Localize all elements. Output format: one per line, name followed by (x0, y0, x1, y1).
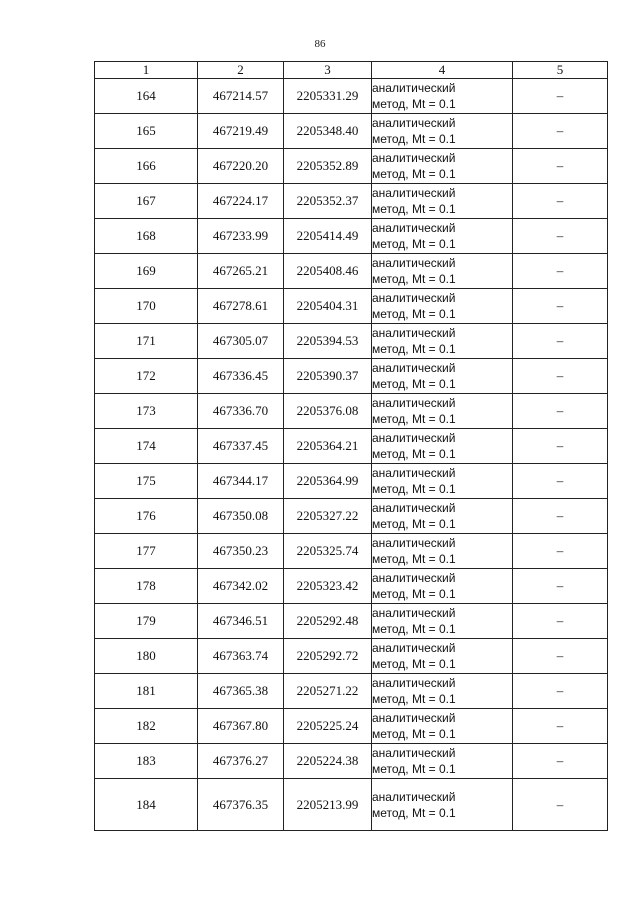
table-row (95, 604, 608, 639)
method-line-1: аналитический (372, 81, 456, 95)
method-line-1: аналитический (372, 606, 456, 620)
method-cell (372, 79, 513, 114)
method-line-2: метод, Mt = 0.1 (372, 587, 456, 601)
x-coordinate-cell: 467337.45 (198, 429, 284, 464)
method-line-1: аналитический (372, 326, 456, 340)
y-coordinate-cell: 2205323.42 (284, 569, 372, 604)
method-line-2: метод, Mt = 0.1 (372, 657, 456, 671)
y-coordinate-cell: 2205414.49 (284, 219, 372, 254)
point-number-cell: 165 (95, 114, 198, 149)
method-cell (372, 114, 513, 149)
column-header: 4 (372, 62, 513, 79)
method-line-1: аналитический (372, 789, 456, 804)
method-cell (372, 149, 513, 184)
point-number-cell: 176 (95, 499, 198, 534)
method-cell (372, 289, 513, 324)
note-cell: – (513, 149, 608, 184)
column-header: 3 (284, 62, 372, 79)
note-cell: – (513, 779, 608, 831)
point-number-cell: 167 (95, 184, 198, 219)
table-row (95, 289, 608, 324)
method-line-2: метод, Mt = 0.1 (372, 447, 456, 461)
table-row (95, 79, 608, 114)
method-line-2: метод, Mt = 0.1 (372, 762, 456, 776)
method-cell (372, 709, 513, 744)
table-body (95, 79, 608, 831)
y-coordinate-cell: 2205325.74 (284, 534, 372, 569)
note-cell: – (513, 674, 608, 709)
note-cell: – (513, 254, 608, 289)
note-cell: – (513, 569, 608, 604)
note-cell: – (513, 499, 608, 534)
method-line-1: аналитический (372, 396, 456, 410)
table-row (95, 674, 608, 709)
y-coordinate-cell: 2205292.72 (284, 639, 372, 674)
method-line-1: аналитический (372, 116, 456, 130)
y-coordinate-cell: 2205331.29 (284, 79, 372, 114)
x-coordinate-cell: 467265.21 (198, 254, 284, 289)
method-cell (372, 184, 513, 219)
point-number-cell: 177 (95, 534, 198, 569)
y-coordinate-cell: 2205364.99 (284, 464, 372, 499)
method-line-1: аналитический (372, 361, 456, 375)
method-line-1: аналитический (372, 221, 456, 235)
point-number-cell: 184 (95, 779, 198, 831)
note-cell: – (513, 709, 608, 744)
method-line-2: метод, Mt = 0.1 (372, 517, 456, 531)
method-line-2: метод, Mt = 0.1 (372, 202, 456, 216)
point-number-cell: 164 (95, 79, 198, 114)
method-cell (372, 534, 513, 569)
method-cell (372, 429, 513, 464)
method-line-1: аналитический (372, 746, 456, 760)
table-row (95, 324, 608, 359)
method-line-2: метод, Mt = 0.1 (372, 237, 456, 251)
method-cell (372, 394, 513, 429)
method-cell (372, 219, 513, 254)
note-cell: – (513, 324, 608, 359)
x-coordinate-cell: 467350.08 (198, 499, 284, 534)
x-coordinate-cell: 467346.51 (198, 604, 284, 639)
note-cell: – (513, 534, 608, 569)
method-line-2: метод, Mt = 0.1 (372, 272, 456, 286)
x-coordinate-cell: 467220.20 (198, 149, 284, 184)
method-line-1: аналитический (372, 291, 456, 305)
note-cell: – (513, 639, 608, 674)
method-line-2: метод, Mt = 0.1 (372, 412, 456, 426)
point-number-cell: 171 (95, 324, 198, 359)
x-coordinate-cell: 467219.49 (198, 114, 284, 149)
table-row (95, 709, 608, 744)
table-row (95, 744, 608, 779)
column-header: 5 (513, 62, 608, 79)
note-cell: – (513, 429, 608, 464)
method-line-2: метод, Mt = 0.1 (372, 342, 456, 356)
table-row (95, 219, 608, 254)
table-row (95, 254, 608, 289)
note-cell: – (513, 219, 608, 254)
x-coordinate-cell: 467367.80 (198, 709, 284, 744)
point-number-cell: 183 (95, 744, 198, 779)
method-line-1: аналитический (372, 536, 456, 550)
note-cell: – (513, 289, 608, 324)
page-number: 86 (314, 38, 326, 50)
note-cell: – (513, 184, 608, 219)
point-number-cell: 181 (95, 674, 198, 709)
method-line-2: метод, Mt = 0.1 (372, 622, 456, 636)
y-coordinate-cell: 2205408.46 (284, 254, 372, 289)
y-coordinate-cell: 2205352.37 (284, 184, 372, 219)
method-cell (372, 464, 513, 499)
column-header: 2 (198, 62, 284, 79)
method-line-2: метод, Mt = 0.1 (372, 132, 456, 146)
table-row (95, 359, 608, 394)
method-line-2: метод, Mt = 0.1 (372, 727, 456, 741)
x-coordinate-cell: 467214.57 (198, 79, 284, 114)
method-cell (372, 254, 513, 289)
y-coordinate-cell: 2205224.38 (284, 744, 372, 779)
method-line-2: метод, Mt = 0.1 (372, 307, 456, 321)
coordinates-table (94, 61, 608, 831)
note-cell: – (513, 394, 608, 429)
table-row (95, 779, 608, 831)
point-number-cell: 178 (95, 569, 198, 604)
method-line-2: метод, Mt = 0.1 (372, 97, 456, 111)
method-line-1: аналитический (372, 711, 456, 725)
x-coordinate-cell: 467278.61 (198, 289, 284, 324)
method-cell (372, 674, 513, 709)
x-coordinate-cell: 467233.99 (198, 219, 284, 254)
method-line-1: аналитический (372, 641, 456, 655)
x-coordinate-cell: 467363.74 (198, 639, 284, 674)
x-coordinate-cell: 467365.38 (198, 674, 284, 709)
x-coordinate-cell: 467336.70 (198, 394, 284, 429)
table-row (95, 569, 608, 604)
y-coordinate-cell: 2205213.99 (284, 779, 372, 831)
table-row (95, 499, 608, 534)
note-cell: – (513, 464, 608, 499)
method-cell (372, 499, 513, 534)
method-line-2: метод, Mt = 0.1 (372, 377, 456, 391)
point-number-cell: 179 (95, 604, 198, 639)
method-cell (372, 324, 513, 359)
point-number-cell: 182 (95, 709, 198, 744)
method-line-2: метод, Mt = 0.1 (372, 552, 456, 566)
method-line-2: метод, Mt = 0.1 (372, 805, 456, 820)
point-number-cell: 168 (95, 219, 198, 254)
method-line-1: аналитический (372, 431, 456, 445)
table-row (95, 149, 608, 184)
method-line-1: аналитический (372, 501, 456, 515)
method-line-1: аналитический (372, 186, 456, 200)
y-coordinate-cell: 2205225.24 (284, 709, 372, 744)
method-cell (372, 779, 513, 831)
x-coordinate-cell: 467305.07 (198, 324, 284, 359)
x-coordinate-cell: 467376.35 (198, 779, 284, 831)
x-coordinate-cell: 467350.23 (198, 534, 284, 569)
point-number-cell: 170 (95, 289, 198, 324)
table-row (95, 429, 608, 464)
y-coordinate-cell: 2205404.31 (284, 289, 372, 324)
table-row (95, 639, 608, 674)
point-number-cell: 172 (95, 359, 198, 394)
point-number-cell: 173 (95, 394, 198, 429)
method-cell (372, 604, 513, 639)
point-number-cell: 174 (95, 429, 198, 464)
y-coordinate-cell: 2205292.48 (284, 604, 372, 639)
y-coordinate-cell: 2205271.22 (284, 674, 372, 709)
note-cell: – (513, 604, 608, 639)
column-header: 1 (95, 62, 198, 79)
method-line-1: аналитический (372, 676, 456, 690)
x-coordinate-cell: 467224.17 (198, 184, 284, 219)
table-row (95, 534, 608, 569)
table-header-row (95, 62, 608, 79)
note-cell: – (513, 79, 608, 114)
method-line-2: метод, Mt = 0.1 (372, 167, 456, 181)
y-coordinate-cell: 2205352.89 (284, 149, 372, 184)
y-coordinate-cell: 2205364.21 (284, 429, 372, 464)
x-coordinate-cell: 467376.27 (198, 744, 284, 779)
table-row (95, 114, 608, 149)
x-coordinate-cell: 467344.17 (198, 464, 284, 499)
method-cell (372, 359, 513, 394)
table-row (95, 184, 608, 219)
y-coordinate-cell: 2205327.22 (284, 499, 372, 534)
y-coordinate-cell: 2205348.40 (284, 114, 372, 149)
y-coordinate-cell: 2205390.37 (284, 359, 372, 394)
table-row (95, 464, 608, 499)
x-coordinate-cell: 467342.02 (198, 569, 284, 604)
point-number-cell: 175 (95, 464, 198, 499)
y-coordinate-cell: 2205376.08 (284, 394, 372, 429)
method-line-1: аналитический (372, 151, 456, 165)
table-row (95, 394, 608, 429)
method-cell (372, 569, 513, 604)
note-cell: – (513, 744, 608, 779)
method-line-1: аналитический (372, 571, 456, 585)
method-cell (372, 744, 513, 779)
point-number-cell: 166 (95, 149, 198, 184)
x-coordinate-cell: 467336.45 (198, 359, 284, 394)
point-number-cell: 180 (95, 639, 198, 674)
method-line-2: метод, Mt = 0.1 (372, 692, 456, 706)
method-line-2: метод, Mt = 0.1 (372, 482, 456, 496)
note-cell: – (513, 359, 608, 394)
y-coordinate-cell: 2205394.53 (284, 324, 372, 359)
point-number-cell: 169 (95, 254, 198, 289)
method-line-1: аналитический (372, 466, 456, 480)
method-cell (372, 639, 513, 674)
note-cell: – (513, 114, 608, 149)
method-line-1: аналитический (372, 256, 456, 270)
